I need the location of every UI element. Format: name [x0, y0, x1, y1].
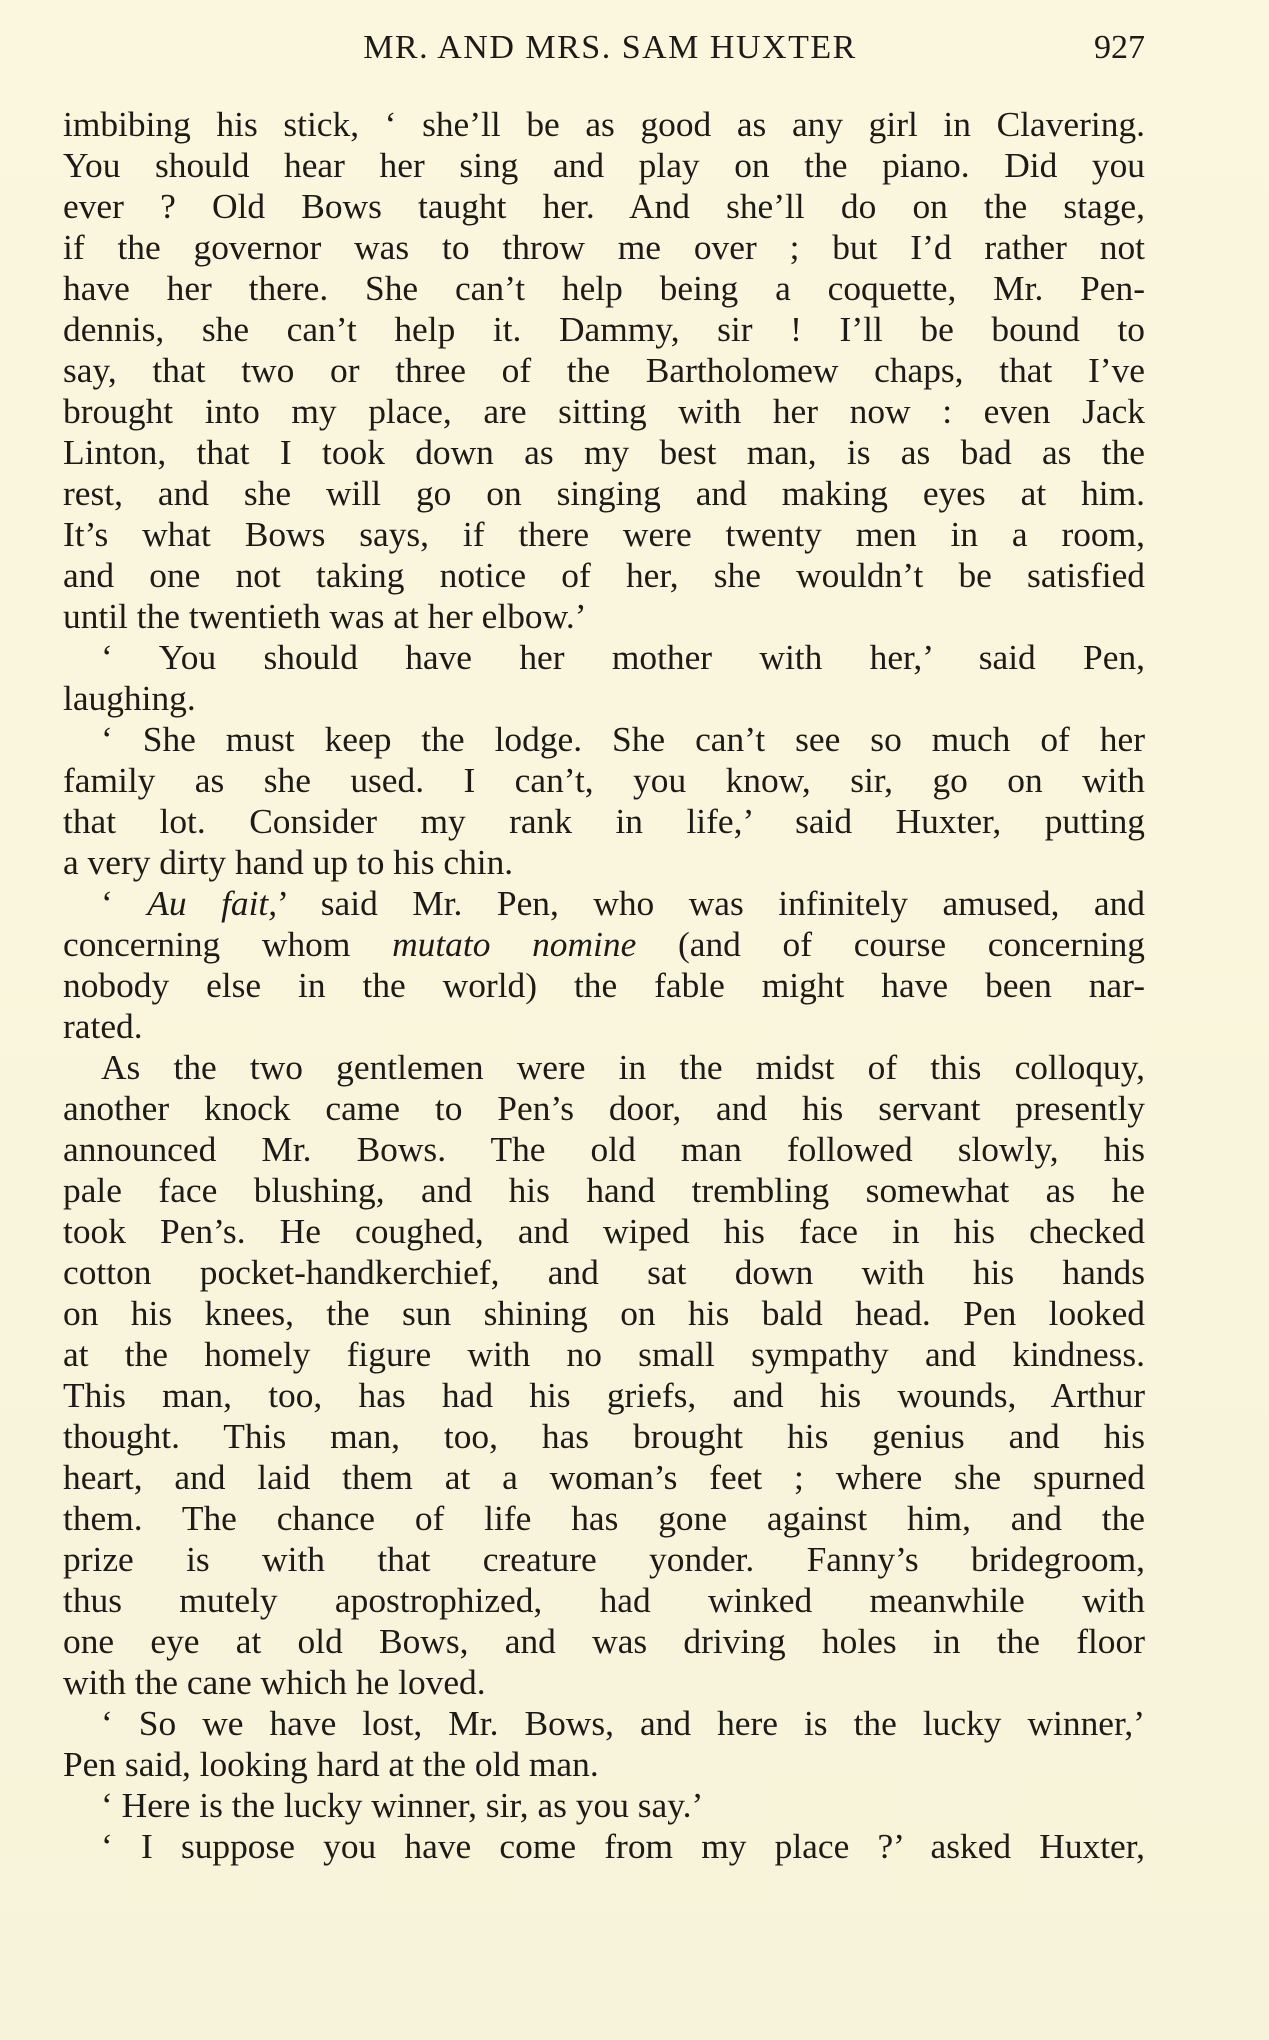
text-segment: laughing.	[63, 678, 196, 718]
text-segment: at the homely figure with no small sympathy and kindness.	[63, 1334, 1145, 1374]
text-line	[63, 760, 1145, 801]
text-line	[63, 1375, 1145, 1416]
text-line	[63, 965, 1145, 1006]
text-segment: ‘ Here is the lucky winner, sir, as you say.’	[101, 1785, 704, 1825]
text-line	[63, 1416, 1145, 1457]
text-line	[63, 1662, 1145, 1703]
text-segment: nobody else in the world) the fable might have been nar-	[63, 965, 1145, 1005]
text-segment: until the twentieth was at her elbow.’	[63, 596, 587, 636]
text-segment: heart, and laid them at a woman’s feet ; where she spurned	[63, 1457, 1145, 1497]
text-segment: announced Mr. Bows. The old man followed slowly, his	[63, 1129, 1145, 1169]
text-segment: ‘	[101, 883, 148, 923]
body-text	[63, 104, 1145, 1867]
text-segment: thus mutely apostrophized, had winked meanwhile with	[63, 1580, 1145, 1620]
text-segment: It’s what Bows says, if there were twenty men in a room,	[63, 514, 1145, 554]
text-segment: have her there. She can’t help being a coquette, Mr. Pen-	[63, 268, 1145, 308]
text-line	[63, 1293, 1145, 1334]
text-line	[63, 637, 1145, 678]
text-line	[63, 1047, 1145, 1088]
text-segment: This man, too, has had his griefs, and his wounds, Arthur	[63, 1375, 1145, 1415]
text-line	[63, 1498, 1145, 1539]
text-segment: dennis, she can’t help it. Dammy, sir ! I’ll be bound to	[63, 309, 1145, 349]
text-line	[63, 1006, 1145, 1047]
text-line	[63, 924, 1145, 965]
text-segment: Linton, that I took down as my best man, is as bad as the	[63, 432, 1145, 472]
text-line	[63, 883, 1145, 924]
italic-phrase: mutato nomine	[392, 924, 637, 964]
running-head	[63, 26, 1145, 70]
text-segment: rest, and she will go on singing and making eyes at him.	[63, 473, 1145, 513]
text-line	[63, 1252, 1145, 1293]
text-line	[63, 104, 1145, 145]
text-line	[63, 1170, 1145, 1211]
text-line	[63, 145, 1145, 186]
text-line	[63, 432, 1145, 473]
text-line	[63, 391, 1145, 432]
text-line	[63, 1211, 1145, 1252]
text-line	[63, 1785, 1145, 1826]
text-segment: family as she used. I can’t, you know, sir, go on with	[63, 760, 1145, 800]
text-segment: concerning whom	[63, 924, 393, 964]
text-line	[63, 227, 1145, 268]
text-segment: one eye at old Bows, and was driving holes in the floor	[63, 1621, 1145, 1661]
text-line	[63, 842, 1145, 883]
text-line	[63, 309, 1145, 350]
text-line	[63, 719, 1145, 760]
text-line	[63, 678, 1145, 719]
text-segment: prize is with that creature yonder. Fanny’s bridegroom,	[63, 1539, 1145, 1579]
text-segment: pale face blushing, and his hand trembling somewhat as he	[63, 1170, 1145, 1210]
text-line	[63, 801, 1145, 842]
text-segment: ’ said Mr. Pen, who was infinitely amused, and	[277, 883, 1145, 923]
text-line	[63, 596, 1145, 637]
text-segment: ‘ You should have her mother with her,’ said Pen,	[101, 637, 1145, 677]
text-line	[63, 514, 1145, 555]
text-segment: (and of course concerning	[636, 924, 1145, 964]
text-segment: ‘ She must keep the lodge. She can’t see so much of her	[101, 719, 1145, 759]
text-line	[63, 1621, 1145, 1662]
text-segment: thought. This man, too, has brought his genius and his	[63, 1416, 1145, 1456]
text-line	[63, 555, 1145, 596]
text-segment: ‘ I suppose you have come from my place ?’ asked Huxter,	[101, 1826, 1145, 1866]
text-segment: another knock came to Pen’s door, and his servant presently	[63, 1088, 1145, 1128]
page-number: 927	[1094, 29, 1145, 66]
text-segment: and one not taking notice of her, she wouldn’t be satisfied	[63, 555, 1145, 595]
text-line	[63, 268, 1145, 309]
text-segment: on his knees, the sun shining on his bald head. Pen looked	[63, 1293, 1145, 1333]
text-segment: that lot. Consider my rank in life,’ said Huxter, putting	[63, 801, 1145, 841]
text-line	[63, 1334, 1145, 1375]
text-segment: ‘ So we have lost, Mr. Bows, and here is the lucky winner,’	[101, 1703, 1145, 1743]
text-line	[63, 1088, 1145, 1129]
text-segment: say, that two or three of the Bartholomew chaps, that I’ve	[63, 350, 1145, 390]
text-line	[63, 186, 1145, 227]
text-segment: took Pen’s. He coughed, and wiped his face in his checked	[63, 1211, 1145, 1251]
text-segment: cotton pocket-handkerchief, and sat down with his hands	[63, 1252, 1145, 1292]
text-line	[63, 473, 1145, 514]
text-segment: Pen said, looking hard at the old man.	[63, 1744, 599, 1784]
text-line	[63, 350, 1145, 391]
text-line	[63, 1539, 1145, 1580]
text-line	[63, 1457, 1145, 1498]
italic-phrase: Au fait,	[147, 883, 278, 923]
text-segment: imbibing his stick, ‘ she’ll be as good as any girl in Clavering.	[63, 104, 1145, 144]
text-segment: if the governor was to throw me over ; but I’d rather not	[63, 227, 1145, 267]
text-segment: You should hear her sing and play on the piano. Did you	[63, 145, 1145, 185]
text-segment: rated.	[63, 1006, 143, 1046]
text-segment: a very dirty hand up to his chin.	[63, 842, 514, 882]
running-title: MR. AND MRS. SAM HUXTER	[363, 29, 857, 66]
text-segment: ever ? Old Bows taught her. And she’ll do on the stage,	[63, 186, 1145, 226]
text-line	[63, 1703, 1145, 1744]
text-segment: brought into my place, are sitting with her now : even Jack	[63, 391, 1145, 431]
text-line	[63, 1129, 1145, 1170]
text-line	[63, 1744, 1145, 1785]
text-segment: As the two gentlemen were in the midst of this colloquy,	[101, 1047, 1145, 1087]
text-segment: them. The chance of life has gone against him, and the	[63, 1498, 1145, 1538]
text-line	[63, 1826, 1145, 1867]
text-segment: with the cane which he loved.	[63, 1662, 486, 1702]
text-line	[63, 1580, 1145, 1621]
